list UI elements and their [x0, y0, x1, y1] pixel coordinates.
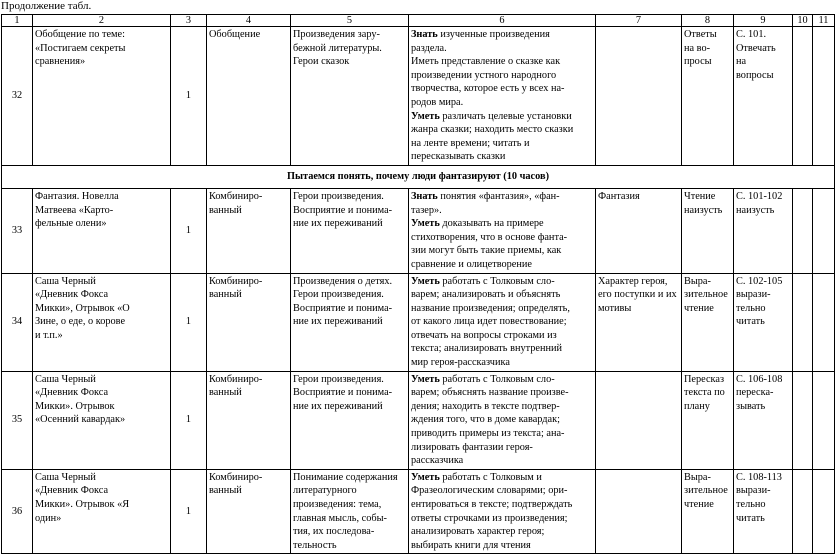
column-header: 5: [291, 15, 409, 27]
content-line: ние их переживаний: [293, 218, 383, 230]
type-line: Обобщение: [209, 29, 261, 40]
requirement-text: родов мира.: [411, 96, 464, 108]
requirement-text: стихотворения, что в основе фанта-: [411, 231, 568, 243]
requirement-text: творчества, которое есть у всех на-: [411, 83, 565, 95]
requirement-line: [411, 400, 593, 414]
column-header: 9: [734, 15, 793, 27]
topic-line: «Дневник Фокса: [35, 485, 109, 497]
requirement-line: [411, 82, 593, 96]
lesson-control: [682, 188, 734, 273]
control-line: чтение: [684, 499, 714, 510]
lesson-hours: 1: [171, 273, 207, 371]
requirement-line: [411, 190, 593, 204]
requirement-line: [411, 42, 593, 56]
requirement-line: [411, 217, 593, 231]
requirement-text: пересказывать сказки: [411, 151, 506, 163]
control-line: Выра-: [684, 275, 711, 287]
requirement-line: [411, 315, 593, 329]
lesson-type: [207, 27, 291, 166]
control-line: Выра-: [684, 471, 711, 483]
requirement-text: лизировать фантазии героя-: [411, 441, 533, 453]
requirement-line: [411, 150, 593, 164]
requirement-text: Иметь представление о сказке как: [411, 56, 561, 68]
lesson-number: 34: [2, 273, 33, 371]
requirement-line: [411, 96, 593, 110]
content-line: Восприятие и понима-: [293, 387, 393, 399]
requirement-line: [411, 356, 593, 370]
requirement-text: варем; анализировать и объяснять: [411, 289, 561, 301]
topic-line: фельные олени»: [35, 218, 107, 230]
elements-line: Фантазия: [598, 190, 640, 202]
lesson-elements: [596, 371, 682, 469]
requirement-line: [411, 110, 593, 124]
table-row: [2, 469, 835, 554]
lesson-elements: [596, 27, 682, 166]
requirement-line: [411, 525, 593, 539]
content-line: Произведения зару-: [293, 29, 380, 40]
lesson-type: [207, 273, 291, 371]
requirement-line: [411, 539, 593, 553]
elements-line: Характер героя,: [598, 275, 668, 287]
requirement-line: [411, 471, 593, 485]
homework-line: С. 108-113: [736, 471, 782, 483]
type-line: Комбиниро-: [209, 471, 263, 483]
requirement-line: [411, 484, 593, 498]
content-line: Герои произведения.: [293, 289, 384, 301]
requirement-line: [411, 454, 593, 468]
lesson-hours: 1: [171, 27, 207, 166]
homework-line: тельно: [736, 499, 766, 510]
homework-line: С. 101-102: [736, 190, 783, 202]
topic-line: и т.п.»: [35, 329, 63, 341]
lesson-topic: [33, 273, 171, 371]
homework-line: переска-: [736, 387, 774, 399]
requirement-text: работать с Толковым и: [439, 471, 542, 483]
requirement-text: работать с Толковым сло-: [439, 275, 555, 287]
requirement-line: [411, 69, 593, 83]
lesson-control: [682, 27, 734, 166]
type-line: ванный: [209, 387, 242, 399]
requirement-text: различать целевые установки: [439, 110, 572, 122]
topic-line: Саша Черный: [35, 275, 96, 287]
lesson-content: [291, 273, 409, 371]
requirement-line: [411, 137, 593, 151]
type-line: ванный: [209, 485, 242, 497]
homework-line: на: [736, 56, 747, 68]
topic-line: «Осенний кавардак»: [35, 414, 126, 426]
lesson-col10: [793, 469, 813, 554]
lesson-col11: [813, 188, 835, 273]
requirement-text: выбирать книги для чтения: [411, 539, 531, 551]
requirement-line: [411, 373, 593, 387]
requirement-text: произведении устного народного: [411, 69, 557, 81]
requirement-text: на ленте времени; читать и: [411, 137, 530, 149]
column-header: 2: [33, 15, 171, 27]
requirement-line: [411, 231, 593, 245]
topic-line: «Дневник Фокса: [35, 289, 109, 301]
topic-line: «Дневник Фокса: [35, 387, 109, 399]
lesson-number: 36: [2, 469, 33, 554]
control-line: чтение: [684, 302, 714, 314]
lesson-topic: [33, 371, 171, 469]
lesson-topic: [33, 27, 171, 166]
lesson-homework: [734, 188, 793, 273]
requirement-text: раздела.: [411, 42, 447, 54]
requirement-line: [411, 275, 593, 289]
topic-line: Обобщение по теме:: [35, 29, 125, 40]
section-row: [2, 165, 835, 188]
control-line: Пересказ: [684, 373, 725, 385]
control-line: зительное: [684, 289, 728, 301]
control-line: зительное: [684, 485, 728, 497]
content-line: ние их переживаний: [293, 400, 383, 412]
lesson-col10: [793, 27, 813, 166]
lesson-hours: 1: [171, 188, 207, 273]
lesson-col11: [813, 469, 835, 554]
requirement-line: [411, 427, 593, 441]
requirement-line: [411, 55, 593, 69]
requirement-line: [411, 123, 593, 137]
content-line: Восприятие и понима-: [293, 302, 393, 314]
homework-line: С. 101.: [736, 29, 767, 40]
table-caption: Продолжение табл.: [1, 0, 92, 12]
lesson-col11: [813, 27, 835, 166]
control-line: на во-: [684, 42, 711, 54]
lesson-col10: [793, 371, 813, 469]
requirement-text: анализировать характер героя;: [411, 526, 545, 538]
lesson-topic: [33, 188, 171, 273]
requirement-text: жанра сказки; находить место сказки: [411, 124, 574, 136]
requirement-line: [411, 386, 593, 400]
requirement-text: варем; объяснять название произве-: [411, 387, 569, 399]
lesson-requirements: [409, 371, 596, 469]
requirement-line: [411, 288, 593, 302]
lesson-control: [682, 371, 734, 469]
type-line: Комбиниро-: [209, 275, 263, 287]
requirement-line: [411, 244, 593, 258]
requirement-text: текста; анализировать внутренний: [411, 343, 562, 355]
requirement-text: от какого лица идет повествование;: [411, 316, 567, 328]
requirement-text: ждения того, что в доме кавардак;: [411, 414, 560, 426]
homework-line: С. 102-105: [736, 275, 783, 287]
requirement-text: Фразеологическим словарями; ори-: [411, 485, 568, 497]
homework-line: вырази-: [736, 485, 771, 497]
requirement-text: мир героя-рассказчика: [411, 357, 510, 369]
requirement-keyword: Уметь: [411, 275, 440, 287]
content-line: Восприятие и понима-: [293, 204, 393, 216]
lesson-elements: [596, 469, 682, 554]
control-line: просы: [684, 56, 712, 68]
lesson-type: [207, 371, 291, 469]
lesson-content: [291, 371, 409, 469]
topic-line: Фантазия. Новелла: [35, 190, 119, 202]
lesson-homework: [734, 27, 793, 166]
lesson-type: [207, 469, 291, 554]
requirement-line: [411, 28, 593, 42]
content-line: бежной литературы.: [293, 42, 382, 54]
content-line: Герои произведения.: [293, 190, 384, 202]
lesson-content: [291, 188, 409, 273]
type-line: Комбиниро-: [209, 373, 263, 385]
requirement-text: понятия «фантазия», «фан-: [437, 190, 560, 202]
lesson-col10: [793, 273, 813, 371]
lesson-requirements: [409, 273, 596, 371]
type-line: Комбиниро-: [209, 190, 263, 202]
requirement-keyword: Уметь: [411, 218, 440, 230]
lesson-control: [682, 273, 734, 371]
requirement-keyword: Знать: [411, 29, 438, 40]
requirement-text: доказывать на примере: [439, 218, 544, 230]
content-line: главная мысль, собы-: [293, 512, 387, 524]
lesson-type: [207, 188, 291, 273]
control-line: Чтение: [684, 190, 716, 202]
topic-line: Саша Черный: [35, 373, 96, 385]
lesson-number: 35: [2, 371, 33, 469]
homework-line: вопросы: [736, 69, 774, 81]
column-header: 7: [596, 15, 682, 27]
lesson-homework: [734, 371, 793, 469]
requirement-line: [411, 258, 593, 272]
requirement-text: зии могут быть такие приемы, как: [411, 245, 562, 257]
lesson-requirements: [409, 188, 596, 273]
requirement-text: ответы строчками из произведения;: [411, 512, 568, 524]
section-title: Пытаемся понять, почему люди фантазируют (10 часов): [2, 165, 835, 188]
requirement-keyword: Уметь: [411, 373, 440, 385]
column-header: 3: [171, 15, 207, 27]
homework-line: Отвечать: [736, 42, 776, 54]
content-line: Понимание содержания: [293, 471, 398, 483]
requirement-line: [411, 342, 593, 356]
column-header: 1: [2, 15, 33, 27]
lesson-col10: [793, 188, 813, 273]
table-row: [2, 27, 835, 166]
topic-line: Саша Черный: [35, 471, 96, 483]
control-line: плану: [684, 400, 710, 412]
content-line: ние их переживаний: [293, 316, 383, 328]
requirement-keyword: Уметь: [411, 471, 440, 483]
topic-line: Зине, о еде, о корове: [35, 316, 126, 328]
control-line: наизусть: [684, 204, 723, 216]
type-line: ванный: [209, 204, 242, 216]
content-line: Герои произведения.: [293, 373, 384, 385]
lesson-topic: [33, 469, 171, 554]
elements-line: мотивы: [598, 302, 632, 314]
lesson-hours: 1: [171, 371, 207, 469]
table-row: [2, 273, 835, 371]
requirement-text: изученные произведения: [437, 29, 550, 40]
content-line: произведения: тема,: [293, 499, 382, 510]
control-line: Ответы: [684, 29, 717, 40]
homework-line: читать: [736, 316, 765, 328]
requirement-text: сравнение и олицетворение: [411, 258, 532, 270]
column-header: 11: [813, 15, 835, 27]
topic-line: сравнения»: [35, 56, 86, 68]
requirement-line: [411, 329, 593, 343]
content-line: Герои сказок: [293, 56, 350, 68]
topic-line: «Постигаем секреты: [35, 42, 126, 54]
lesson-homework: [734, 469, 793, 554]
requirement-text: ентироваться в тексте; подтверждать: [411, 499, 573, 510]
requirement-line: [411, 302, 593, 316]
requirement-line: [411, 441, 593, 455]
requirement-text: работать с Толковым сло-: [439, 373, 555, 385]
homework-line: С. 106-108: [736, 373, 783, 385]
lesson-col11: [813, 371, 835, 469]
requirement-line: [411, 498, 593, 512]
requirement-text: отвечать на вопросы строками из: [411, 329, 557, 341]
lesson-plan-table: [1, 14, 835, 554]
column-header: 10: [793, 15, 813, 27]
topic-line: один»: [35, 512, 62, 524]
type-line: ванный: [209, 289, 242, 301]
content-line: Произведения о детях.: [293, 275, 393, 287]
control-line: текста по: [684, 387, 725, 399]
content-line: литературного: [293, 485, 357, 497]
homework-line: наизусть: [736, 204, 775, 216]
content-line: тия, их последова-: [293, 526, 375, 538]
table-row: [2, 371, 835, 469]
table-row: [2, 188, 835, 273]
lesson-elements: [596, 188, 682, 273]
requirement-text: тазер».: [411, 204, 442, 216]
homework-line: зывать: [736, 400, 766, 412]
lesson-requirements: [409, 469, 596, 554]
lesson-number: 32: [2, 27, 33, 166]
topic-line: Матвеева «Карто-: [35, 204, 114, 216]
requirement-text: рассказчика: [411, 455, 464, 467]
requirement-line: [411, 512, 593, 526]
requirement-line: [411, 204, 593, 218]
requirement-text: приводить примеры из текста; ана-: [411, 428, 565, 440]
homework-line: вырази-: [736, 289, 771, 301]
topic-line: Микки». Отрывок: [35, 400, 115, 412]
requirement-text: название произведения; определять,: [411, 302, 570, 314]
elements-line: его поступки и их: [598, 289, 677, 301]
lesson-homework: [734, 273, 793, 371]
column-header: 6: [409, 15, 596, 27]
lesson-elements: [596, 273, 682, 371]
topic-line: Микки». Отрывок «Я: [35, 499, 130, 510]
lesson-requirements: [409, 27, 596, 166]
requirement-text: дения; находить в тексте подтвер-: [411, 400, 560, 412]
homework-line: читать: [736, 512, 765, 524]
lesson-hours: 1: [171, 469, 207, 554]
requirement-line: [411, 413, 593, 427]
content-line: тельность: [293, 539, 337, 551]
column-header: 4: [207, 15, 291, 27]
column-number-row: [2, 15, 835, 27]
table-body: [2, 15, 835, 554]
column-header: 8: [682, 15, 734, 27]
requirement-keyword: Уметь: [411, 110, 440, 122]
requirement-keyword: Знать: [411, 190, 438, 202]
lesson-control: [682, 469, 734, 554]
lesson-content: [291, 469, 409, 554]
topic-line: Микки», Отрывок «О: [35, 302, 130, 314]
lesson-col11: [813, 273, 835, 371]
lesson-number: 33: [2, 188, 33, 273]
homework-line: тельно: [736, 302, 766, 314]
lesson-content: [291, 27, 409, 166]
